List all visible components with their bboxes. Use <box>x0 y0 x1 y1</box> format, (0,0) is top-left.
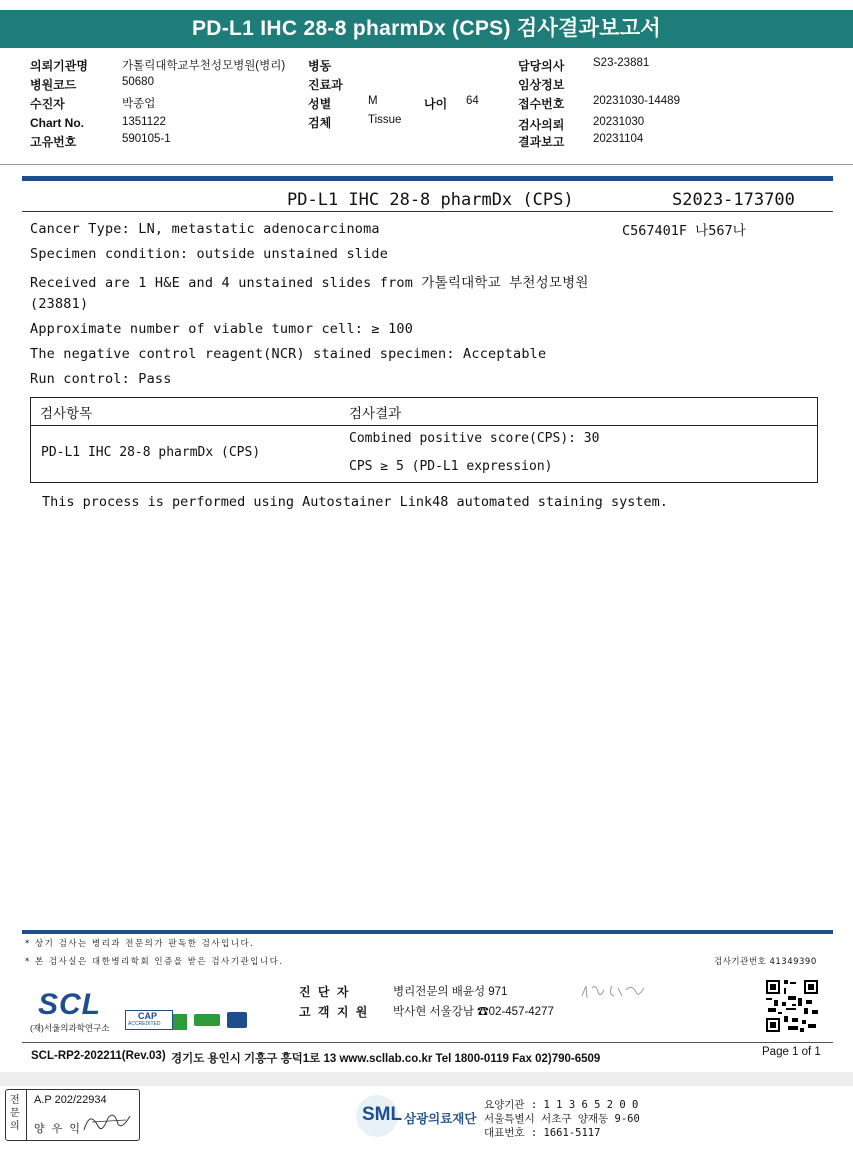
form-code: SCL-RP2-202211(Rev.03) <box>31 1050 166 1062</box>
page-number: Page 1 of 1 <box>762 1046 821 1058</box>
stamp-side-label: 전문의 <box>10 1095 20 1132</box>
top-rule <box>22 176 833 181</box>
cert-logo-3 <box>227 1012 247 1028</box>
chart-label: Chart No. <box>30 116 84 130</box>
stamp-line-2: 양 우 익 <box>34 1123 82 1135</box>
stamp-line-1: A.P 202/22934 <box>34 1094 107 1106</box>
sml-address: 서울특별시 서초구 양재동 9-60 <box>484 1113 640 1125</box>
sml-name: 삼광의료재단 <box>404 1112 477 1126</box>
doctor-label: 담당의사 <box>518 59 565 73</box>
chart-value: 1351122 <box>122 116 166 128</box>
sex-label: 성별 <box>308 97 332 111</box>
header-divider <box>0 164 853 165</box>
table-header-rule <box>31 425 817 426</box>
cap-logo <box>125 1010 173 1030</box>
cert-logo-1 <box>173 1014 187 1030</box>
body-line-1: Cancer Type: LN, metastatic adenocarcinoma <box>30 221 380 237</box>
body-line-4: (23881) <box>30 296 89 312</box>
qr-code <box>764 978 820 1034</box>
unique-label: 고유번호 <box>30 135 77 149</box>
process-note: This process is performed using Autostainer Link48 automated staining system. <box>42 494 668 510</box>
dept-label: 진료과 <box>308 78 343 92</box>
body-line-2: Specimen condition: outside unstained slide <box>30 246 389 262</box>
lab-address: 경기도 용인시 기흥구 흥덕1로 13 www.scllab.co.kr Tel 1800-0119 Fax 02)790-6509 <box>171 1053 601 1065</box>
receipt-label: 접수번호 <box>518 97 565 111</box>
sml-phone: 대표번호 : 1661-5117 <box>484 1127 601 1139</box>
code-label: 병원코드 <box>30 78 77 92</box>
specialist-stamp <box>5 1089 140 1141</box>
receipt-value: 20231030-14489 <box>593 95 680 107</box>
specimen-label: 검체 <box>308 116 332 130</box>
patient-label: 수진자 <box>30 97 65 111</box>
patient-value: 박종업 <box>122 98 156 110</box>
table-col1-header: 검사항목 <box>40 406 93 422</box>
body-line-6: The negative control reagent(NCR) stained specimen: Acceptable <box>30 346 547 362</box>
specimen-value: Tissue <box>368 114 402 126</box>
request-value: 20231030 <box>593 116 645 128</box>
sml-logo: SML <box>362 1104 403 1125</box>
unique-value: 590105-1 <box>122 133 171 145</box>
diag-value: 병리전문의 배윤성 971 <box>393 986 508 998</box>
cap-text: CAP <box>138 1011 158 1021</box>
title-underline <box>22 211 833 212</box>
scl-logo: SCL <box>38 988 101 1021</box>
table-result-expression: CPS ≥ 5 (PD-L1 expression) <box>349 459 553 474</box>
table-col2-header: 검사결과 <box>349 406 402 422</box>
result-table <box>30 397 818 483</box>
body-line-5: Approximate number of viable tumor cell: ≥ 100 <box>30 321 414 337</box>
cap-subtext: ACCREDITED <box>128 1021 161 1027</box>
test-name: PD-L1 IHC 28-8 pharmDx (CPS) <box>287 190 574 210</box>
diag-label: 진 단 자 <box>299 985 351 999</box>
block-id: C567401F 나567나 <box>622 223 746 239</box>
report-label: 결과보고 <box>518 135 565 149</box>
hospital-value: 가톨릭대학교부천성모병원(병리) <box>122 60 286 72</box>
report-value: 20231104 <box>593 133 644 145</box>
age-value: 64 <box>466 95 479 107</box>
stamp-signature <box>80 1108 136 1136</box>
hospital-label: 의뢰기관명 <box>30 59 88 73</box>
doctor-value: S23-23881 <box>593 57 650 69</box>
page-separator <box>0 1072 853 1086</box>
signature-graphic <box>578 980 650 1004</box>
contact-label: 고 객 지 원 <box>299 1005 370 1019</box>
age-label: 나이 <box>424 97 448 111</box>
table-item: PD-L1 IHC 28-8 pharmDx (CPS) <box>41 445 261 460</box>
lab-number: 검사기관번호 41349390 <box>714 957 817 967</box>
cert-logo-2 <box>194 1014 220 1026</box>
footer-bottom-rule <box>22 1042 833 1043</box>
report-title: PD-L1 IHC 28-8 pharmDx (CPS) 검사결과보고서 <box>0 10 853 48</box>
code-value: 50680 <box>122 76 154 88</box>
request-label: 검사의뢰 <box>518 118 565 132</box>
contact-value: 박사현 서울강남 ☎02-457-4277 <box>393 1006 554 1018</box>
clinical-label: 임상정보 <box>518 78 565 92</box>
table-result-cps: Combined positive score(CPS): 30 <box>349 431 600 446</box>
body-line-7: Run control: Pass <box>30 371 172 387</box>
stamp-side <box>6 1090 27 1140</box>
report-number: S2023-173700 <box>672 190 795 210</box>
sex-value: M <box>368 95 378 107</box>
ward-label: 병동 <box>308 59 332 73</box>
footer-rule <box>22 930 833 934</box>
body-line-3: Received are 1 H&E and 4 unstained slides from 가톨릭대학교 부천성모병원 <box>30 275 589 291</box>
scl-name: (재)서울의과학연구소 <box>30 1023 110 1033</box>
sml-code: 요양기관 : 1 1 3 6 5 2 0 0 <box>484 1099 639 1111</box>
notice-1: * 상기 검사는 병리과 전문의가 판독한 검사입니다. <box>25 939 255 949</box>
notice-2: * 본 검사실은 대한병리학회 인증을 받은 검사기관입니다. <box>25 957 284 967</box>
